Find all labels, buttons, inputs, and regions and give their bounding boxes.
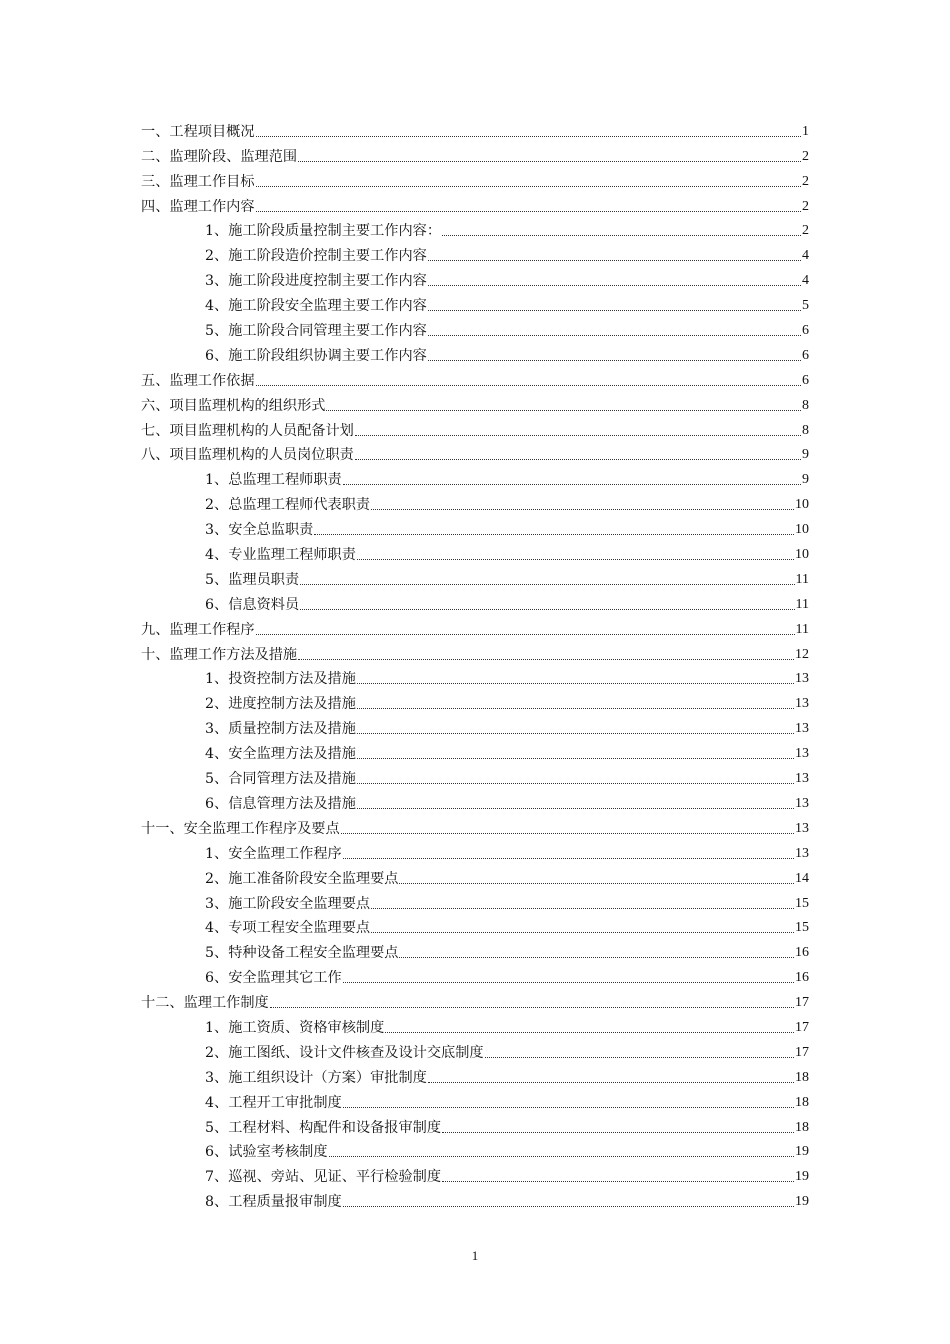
toc-dot-leader (357, 808, 794, 809)
toc-entry-title: 6、试验室考核制度 (205, 1144, 328, 1161)
toc-dot-leader (428, 335, 801, 336)
toc-entry[interactable] (141, 1087, 809, 1112)
toc-entry-title: 3、安全总监职责 (205, 522, 314, 539)
toc-entry-title: 1、安全监理工作程序 (205, 845, 342, 862)
toc-entry-page: 14 (795, 870, 809, 886)
toc-entry[interactable] (141, 564, 809, 589)
toc-entry[interactable] (141, 240, 809, 265)
toc-entry[interactable] (141, 763, 809, 788)
toc-entry[interactable] (141, 390, 809, 415)
toc-entry-page: 17 (795, 995, 809, 1011)
toc-entry-page: 2 (802, 198, 809, 214)
toc-dot-leader (343, 982, 794, 983)
toc-entry-page: 8 (802, 422, 809, 438)
toc-entry-page: 11 (795, 571, 809, 587)
toc-entry-title: 6、信息资料员 (205, 596, 300, 613)
toc-entry-title: 6、安全监理其它工作 (205, 970, 342, 987)
toc-dot-leader (326, 410, 801, 411)
toc-entry-title: 5、施工阶段合同管理主要工作内容 (205, 323, 427, 340)
toc-dot-leader (428, 285, 801, 286)
toc-entry-page: 19 (795, 1144, 809, 1160)
toc-entry-title: 6、施工阶段组织协调主要工作内容 (205, 347, 427, 364)
toc-entry-title: 七、项目监理机构的人员配备计划 (141, 422, 354, 439)
toc-entry-page: 16 (795, 970, 809, 986)
toc-entry-page: 8 (802, 397, 809, 413)
toc-dot-leader (485, 1057, 794, 1058)
toc-entry-page: 13 (795, 845, 809, 861)
toc-entry[interactable] (141, 863, 809, 888)
toc-dot-leader (343, 858, 794, 859)
toc-dot-leader (371, 908, 794, 909)
toc-entry[interactable] (141, 1137, 809, 1162)
toc-entry[interactable] (141, 962, 809, 987)
toc-entry-page: 6 (802, 323, 809, 339)
toc-dot-leader (399, 883, 794, 884)
toc-dot-leader (428, 310, 801, 311)
toc-entry-title: 4、工程开工审批制度 (205, 1094, 342, 1111)
toc-entry-title: 2、施工阶段造价控制主要工作内容 (205, 248, 427, 265)
toc-entry[interactable] (141, 639, 809, 664)
toc-dot-leader (256, 186, 801, 187)
toc-entry-page: 9 (802, 472, 809, 488)
toc-entry-page: 13 (795, 671, 809, 687)
toc-entry-title: 4、安全监理方法及措施 (205, 746, 356, 763)
toc-entry[interactable] (141, 913, 809, 938)
toc-entry-title: 4、专业监理工程师职责 (205, 547, 356, 564)
toc-dot-leader (357, 758, 794, 759)
toc-entry-page: 13 (795, 721, 809, 737)
toc-entry[interactable] (141, 1161, 809, 1186)
toc-entry[interactable] (141, 1062, 809, 1087)
toc-dot-leader (371, 509, 794, 510)
toc-entry-title: 1、施工资质、资格审核制度 (205, 1019, 385, 1036)
toc-dot-leader (256, 634, 795, 635)
toc-entry[interactable] (141, 265, 809, 290)
toc-entry-page: 6 (802, 347, 809, 363)
toc-dot-leader (428, 260, 801, 261)
toc-entry-page: 4 (802, 248, 809, 264)
toc-entry-page: 18 (795, 1069, 809, 1085)
toc-dot-leader (298, 161, 801, 162)
toc-entry-title: 5、合同管理方法及措施 (205, 771, 356, 788)
toc-dot-leader (256, 136, 801, 137)
toc-entry-title: 四、监理工作内容 (141, 198, 255, 215)
toc-entry[interactable] (141, 713, 809, 738)
toc-entry-title: 1、总监理工程师职责 (205, 472, 342, 489)
toc-entry[interactable] (141, 688, 809, 713)
toc-entry-page: 19 (795, 1169, 809, 1185)
toc-entry-page: 10 (795, 547, 809, 563)
toc-entry[interactable] (141, 664, 809, 689)
toc-entry[interactable] (141, 340, 809, 365)
toc-entry-title: 5、特种设备工程安全监理要点 (205, 945, 399, 962)
toc-entry[interactable] (141, 1186, 809, 1211)
toc-entry-title: 3、施工阶段安全监理要点 (205, 895, 371, 912)
toc-dot-leader (357, 708, 794, 709)
toc-entry[interactable] (141, 415, 809, 440)
toc-entry-page: 13 (795, 746, 809, 762)
toc-entry[interactable] (141, 1112, 809, 1137)
toc-entry-title: 5、工程材料、构配件和设备报审制度 (205, 1119, 442, 1136)
toc-dot-leader (270, 1007, 794, 1008)
toc-dot-leader (343, 484, 801, 485)
toc-entry-page: 17 (795, 1019, 809, 1035)
toc-entry-title: 2、总监理工程师代表职责 (205, 497, 371, 514)
toc-entry-title: 5、监理员职责 (205, 571, 300, 588)
toc-dot-leader (343, 1107, 794, 1108)
toc-dot-leader (442, 235, 801, 236)
toc-entry-page: 13 (795, 795, 809, 811)
toc-entry-page: 15 (795, 895, 809, 911)
toc-entry-page: 11 (795, 621, 809, 637)
toc-entry[interactable] (141, 813, 809, 838)
toc-dot-leader (385, 1032, 794, 1033)
toc-entry[interactable] (141, 987, 809, 1012)
toc-entry-title: 4、施工阶段安全监理主要工作内容 (205, 298, 427, 315)
toc-entry-title: 2、进度控制方法及措施 (205, 696, 356, 713)
toc-entry-title: 3、质量控制方法及措施 (205, 721, 356, 738)
toc-entry-page: 13 (795, 820, 809, 836)
toc-entry-title: 五、监理工作依据 (141, 372, 255, 389)
toc-entry-title: 7、巡视、旁站、见证、平行检验制度 (205, 1169, 442, 1186)
toc-entry[interactable] (141, 937, 809, 962)
toc-dot-leader (314, 534, 794, 535)
toc-entry-title: 8、工程质量报审制度 (205, 1194, 342, 1211)
toc-dot-leader (357, 683, 794, 684)
toc-dot-leader (300, 584, 794, 585)
toc-entry[interactable] (141, 888, 809, 913)
toc-entry-page: 6 (802, 372, 809, 388)
toc-entry-title: 十一、安全监理工作程序及要点 (141, 820, 340, 837)
toc-entry-title: 6、信息管理方法及措施 (205, 795, 356, 812)
toc-entry-title: 4、专项工程安全监理要点 (205, 920, 371, 937)
toc-entry[interactable] (141, 1012, 809, 1037)
toc-dot-leader (355, 435, 801, 436)
toc-entry-title: 十二、监理工作制度 (141, 995, 269, 1012)
toc-dot-leader (399, 957, 794, 958)
toc-dot-leader (355, 459, 801, 460)
toc-dot-leader (300, 609, 794, 610)
toc-entry-page: 18 (795, 1094, 809, 1110)
toc-entry-title: 1、投资控制方法及措施 (205, 671, 356, 688)
toc-dot-leader (298, 659, 794, 660)
toc-entry-title: 2、施工图纸、设计文件核查及设计交底制度 (205, 1044, 484, 1061)
toc-dot-leader (329, 1156, 794, 1157)
toc-dot-leader (371, 932, 794, 933)
toc-entry-page: 17 (795, 1044, 809, 1060)
toc-entry-page: 16 (795, 945, 809, 961)
toc-entry[interactable] (141, 216, 809, 241)
toc-dot-leader (357, 733, 794, 734)
toc-entry[interactable] (141, 589, 809, 614)
toc-dot-leader (343, 1206, 794, 1207)
toc-entry[interactable] (141, 1037, 809, 1062)
toc-entry[interactable] (141, 440, 809, 465)
toc-entry-title: 3、施工阶段进度控制主要工作内容 (205, 273, 427, 290)
toc-entry-page: 2 (802, 173, 809, 189)
toc-entry[interactable] (141, 539, 809, 564)
toc-entry-title: 3、施工组织设计（方案）审批制度 (205, 1069, 427, 1086)
toc-entry-page: 18 (795, 1119, 809, 1135)
toc-entry[interactable] (141, 365, 809, 390)
toc-entry[interactable] (141, 614, 809, 639)
toc-entry-title: 三、监理工作目标 (141, 173, 255, 190)
toc-entry-title: 八、项目监理机构的人员岗位职责 (141, 447, 354, 464)
toc-entry-page: 19 (795, 1194, 809, 1210)
toc-entry-page: 12 (795, 646, 809, 662)
toc-dot-leader (428, 360, 801, 361)
toc-dot-leader (256, 385, 801, 386)
toc-dot-leader (256, 211, 801, 212)
toc-dot-leader (341, 833, 794, 834)
toc-dot-leader (442, 1181, 794, 1182)
toc-entry[interactable] (141, 738, 809, 763)
toc-entry[interactable] (141, 788, 809, 813)
toc-entry-page: 2 (802, 223, 809, 239)
toc-dot-leader (357, 783, 794, 784)
toc-entry[interactable] (141, 489, 809, 514)
toc-entry-page: 9 (802, 447, 809, 463)
toc-dot-leader (442, 1132, 794, 1133)
toc-entry-page: 5 (802, 298, 809, 314)
toc-entry-title: 六、项目监理机构的组织形式 (141, 397, 326, 414)
toc-entry-title: 九、监理工作程序 (141, 621, 255, 638)
toc-entry-title: 2、施工准备阶段安全监理要点 (205, 870, 399, 887)
toc-entry-page: 13 (795, 696, 809, 712)
toc-entry[interactable] (141, 315, 809, 340)
toc-entry-page: 15 (795, 920, 809, 936)
toc-entry[interactable] (141, 514, 809, 539)
toc-dot-leader (357, 559, 794, 560)
toc-entry-page: 10 (795, 522, 809, 538)
toc-entry-page: 10 (795, 497, 809, 513)
toc-entry[interactable] (141, 141, 809, 166)
toc-entry[interactable] (141, 464, 809, 489)
table-of-contents (141, 116, 809, 1211)
toc-entry[interactable] (141, 116, 809, 141)
toc-entry-page: 1 (802, 123, 809, 139)
toc-entry[interactable] (141, 838, 809, 863)
toc-entry[interactable] (141, 290, 809, 315)
toc-entry[interactable] (141, 166, 809, 191)
page-number: 1 (471, 1248, 479, 1263)
toc-entry-page: 4 (802, 273, 809, 289)
toc-entry-page: 13 (795, 771, 809, 787)
toc-dot-leader (428, 1082, 794, 1083)
toc-entry-page: 11 (795, 596, 809, 612)
toc-entry-title: 二、监理阶段、监理范围 (141, 148, 298, 165)
toc-entry-title: 十、监理工作方法及措施 (141, 646, 298, 663)
toc-entry-title: 一、工程项目概况 (141, 123, 255, 140)
toc-entry[interactable] (141, 191, 809, 216)
toc-entry-title: 1、施工阶段质量控制主要工作内容： (205, 223, 442, 240)
toc-entry-page: 2 (802, 148, 809, 164)
